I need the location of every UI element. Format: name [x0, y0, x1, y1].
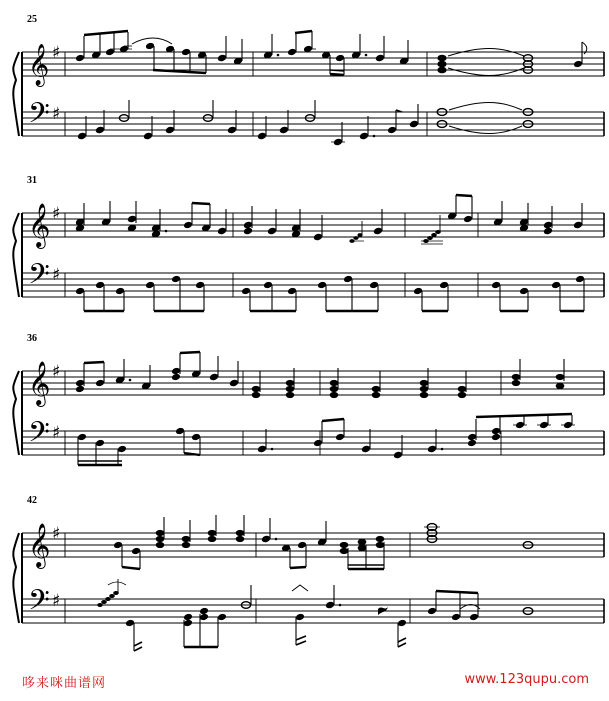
svg-text:♯: ♯ [52, 265, 61, 285]
svg-text:𝄢: 𝄢 [28, 416, 50, 456]
svg-text:♯: ♯ [52, 204, 61, 224]
svg-text:♯: ♯ [52, 423, 61, 443]
site-name-label: 哆来咪曲谱网 [22, 676, 107, 691]
svg-text:𝄢: 𝄢 [28, 258, 50, 298]
svg-text:𝄢: 𝄢 [28, 584, 50, 624]
system-2 [0, 185, 609, 315]
svg-text:𝄢: 𝄢 [28, 97, 50, 137]
svg-text:𝄞: 𝄞 [28, 42, 50, 86]
svg-text:♯: ♯ [52, 43, 61, 63]
site-url-label: www.123qupu.com [464, 672, 589, 687]
svg-text:♯: ♯ [52, 591, 61, 611]
svg-text:𝄞: 𝄞 [28, 203, 51, 247]
measure-number-42: 42 [27, 495, 37, 506]
svg-text:♯: ♯ [52, 104, 61, 124]
measure-number-25: 25 [27, 14, 37, 25]
measure-number-31: 31 [27, 175, 37, 186]
svg-text:𝄞: 𝄞 [28, 523, 51, 567]
svg-text:♯: ♯ [52, 524, 61, 544]
svg-text:𝄞: 𝄞 [28, 361, 51, 405]
system-1 [0, 24, 609, 154]
system-4 [0, 505, 609, 660]
system-3 [0, 343, 609, 478]
measure-number-36: 36 [27, 333, 37, 344]
svg-text:♯: ♯ [52, 362, 61, 382]
